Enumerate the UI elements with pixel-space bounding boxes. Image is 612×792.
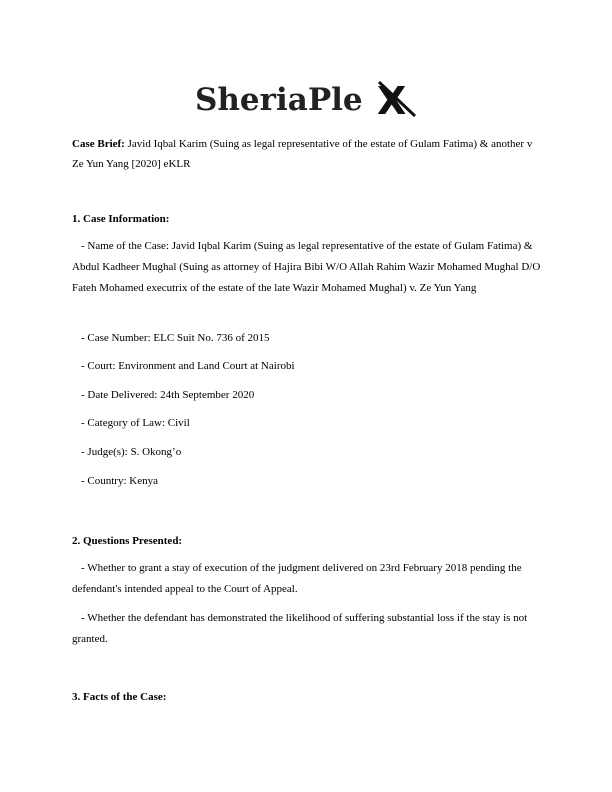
list-item: - Date Delivered: 24th September 2020: [81, 389, 255, 401]
list-item: - Category of Law: Civil: [81, 417, 190, 429]
list-item: - Whether to grant a stay of execution of the judgment delivered on 23rd February 2018 pending the defendant's intended appeal to the Court of Appeal.: [72, 562, 522, 595]
list-item: - Name of the Case: Javid Iqbal Karim (Suing as legal representative of the estate of Gulam Fatima) & Abdul Kadheer Mughal (Suing as attorney of Hajira Bibi W/O Allah Rahim Wazir Mohamed Mughal D/O Fateh Mohamed executrix of the estate of the late Wazir Mohamed Mughal) v. Ze Yun Yang: [72, 240, 541, 294]
case-brief: [72, 134, 542, 174]
list-item: - Whether the defendant has demonstrated the likelihood of suffering substantial loss if the stay is not granted.: [72, 612, 528, 645]
sheriaplex-logo-graphic: [191, 76, 421, 120]
svg-text:X: X: [377, 79, 407, 120]
logo-text: SheriaPle: [195, 82, 363, 118]
section-title-facts-of-the-case: 3. Facts of the Case:: [72, 691, 167, 703]
list-item: - Country: Kenya: [81, 475, 158, 487]
list-item: - Court: Environment and Land Court at Nairobi: [81, 360, 295, 372]
section-title-questions-presented: 2. Questions Presented:: [72, 535, 183, 547]
sheriaplex-logo: [0, 76, 612, 120]
case-brief-label: Case Brief:: [72, 138, 125, 150]
logo-x-mark-icon: [377, 79, 415, 120]
list-item: - Judge(s): S. Okong’o: [81, 446, 182, 458]
list-item: - Case Number: ELC Suit No. 736 of 2015: [81, 332, 270, 344]
section-title-case-information: 1. Case Information:: [72, 213, 170, 225]
case-brief-text: Javid Iqbal Karim (Suing as legal representative of the estate of Gulam Fatima) & another v Ze Yun Yang [2020] eKLR: [72, 138, 533, 170]
